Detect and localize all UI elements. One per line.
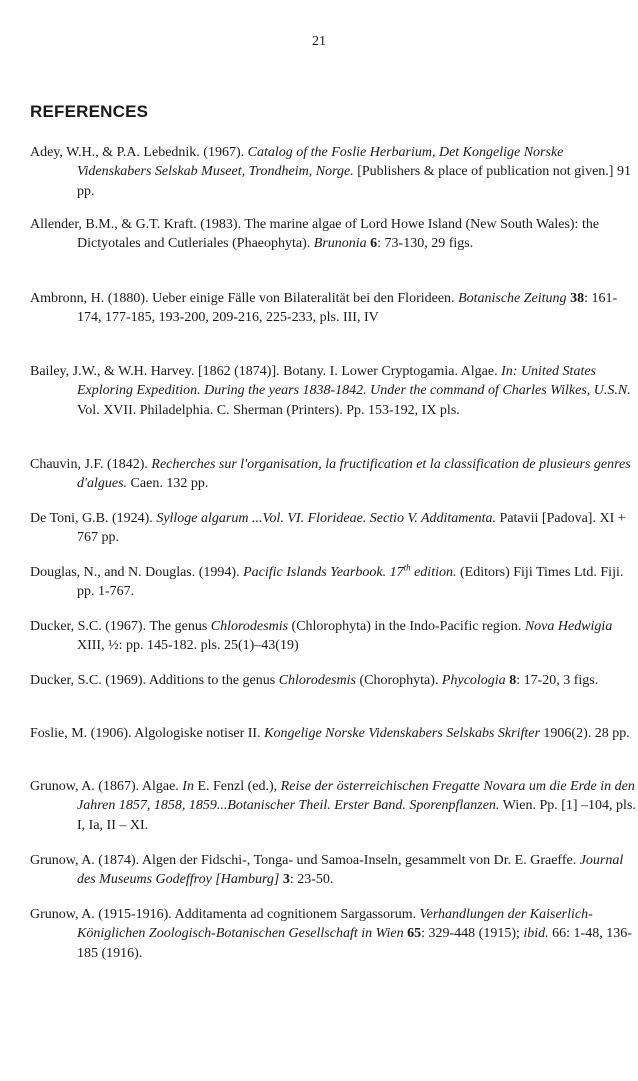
reference-entry (30, 215, 637, 254)
reference-text-run: : 23-50. (289, 872, 334, 888)
reference-text-run: In: United States Exploring Expedition. During the years 1838-1842. Under the command of Charles Wilkes, U.S.N. (77, 364, 631, 399)
reference-entry (30, 143, 637, 201)
reference-text-run: : 161-174, 177-185, 193-200, 209-216, 225-233, pls. III, IV (77, 291, 618, 326)
reference-text-run: Journal des Museums Godeffroy [Hamburg] (77, 853, 624, 888)
reference-entry (30, 362, 637, 420)
reference-text-run: : 329-448 (1915); (421, 926, 524, 942)
reference-text-run: 38 (570, 291, 585, 306)
reference-text-run: th (403, 562, 411, 573)
reference-text-run: Chauvin, J.F. (1842). (30, 457, 152, 472)
reference-text-run: Ambronn, H. (1880). Ueber einige Fälle von Bilateralität bei den Florideen. (30, 291, 459, 306)
reference-text-run: ibid. (523, 926, 549, 942)
reference-text-run: Ducker, S.C. (1967). The genus (30, 619, 211, 634)
reference-text-run: (Chlorophyta) in the Indo-Pacific region. (288, 619, 525, 634)
reference-entry (30, 777, 637, 835)
reference-entry (30, 455, 637, 494)
reference-text-run: Foslie, M. (1906). Algologiske notiser II. (30, 726, 265, 741)
reference-text-run: In (182, 779, 194, 794)
reference-entry (30, 851, 637, 890)
reference-text-run: 3 (282, 872, 290, 888)
reference-entry (30, 509, 637, 548)
reference-text-run: Botanische Zeitung (458, 291, 567, 306)
reference-text-run: (Editors) Fiji Times Ltd. Fiji. pp. 1-767. (77, 565, 624, 600)
reference-text-run: : 17-20, 3 figs. (516, 673, 599, 688)
reference-text-run: E. Fenzl (ed.), (193, 779, 281, 794)
reference-entry (30, 617, 637, 656)
reference-entry (30, 671, 637, 690)
reference-text-run: Brunonia (313, 236, 367, 252)
reference-text-run: Verhandlungen der Kaiserlich-Königlichen Zoologisch-Botanischen Gesellschaft in Wien (77, 907, 593, 942)
reference-text-run: De Toni, G.B. (1924). (30, 511, 157, 526)
reference-text-run: Vol. XVII. Philadelphia. C. Sherman (Printers). Pp. 153-192, IX pls. (77, 402, 460, 418)
reference-text-run: Kongelige Norske Videnskabers Selskabs Skrifter (264, 726, 540, 741)
reference-text-run: Grunow, A. (1867). Algae. (30, 779, 183, 794)
reference-text-run: XIII, ½: pp. 145-182. pls. 25(1)–43(19) (77, 638, 299, 654)
reference-text-run: Nova Hedwigia (524, 619, 613, 634)
reference-entry (30, 289, 637, 328)
reference-text-run: Patavii [Padova]. XI + 767 pp. (77, 511, 626, 546)
reference-text-run: Recherches sur l'organisation, la fructification et la classification de plusieurs genres d'algues. (77, 457, 631, 492)
reference-text-run: 66: 1-48, 136-185 (1916). (77, 926, 632, 961)
reference-text-run: [Publishers & place of publication not given.] 91 pp. (77, 164, 631, 199)
reference-text-run: Caen. 132 pp. (127, 476, 209, 492)
reference-text-run: Wien. Pp. [1] –104, pls. I, Ia, II – XI. (77, 798, 636, 833)
reference-text-run: Ducker, S.C. (1969). Additions to the genus (30, 673, 279, 688)
reference-entry (30, 724, 637, 743)
reference-entry (30, 563, 637, 602)
reference-text-run: Douglas, N., and N. Douglas. (1994). (30, 565, 244, 580)
reference-text-run: 1906(2). 28 pp. (539, 726, 630, 741)
reference-text-run: edition. (410, 565, 457, 580)
reference-text-run: (Chorophyta). (355, 673, 442, 688)
reference-text-run: Phycologia (441, 673, 506, 688)
reference-text-run: : 73-130, 29 figs. (377, 236, 474, 252)
reference-text-run: Bailey, J.W., & W.H. Harvey. [1862 (1874)]. Botany. I. Lower Cryptogamia. Algae. (30, 364, 502, 379)
reference-text-run: Grunow, A. (1874). Algen der Fidschi-, Tonga- und Samoa-Inseln, gesammelt von Dr. E. Graeffe. (30, 853, 580, 868)
reference-text-run: Sylloge algarum ...Vol. VI. Florideae. Sectio V. Additamenta. (156, 511, 497, 526)
reference-text-run: Adey, W.H., & P.A. Lebednik. (1967). (30, 145, 248, 160)
reference-text-run: Grunow, A. (1915-1916). Additamenta ad cognitionem Sargassorum. (30, 907, 420, 922)
reference-text-run: 6 (370, 236, 378, 252)
page-number: 21 (312, 34, 326, 49)
reference-text-run: 8 (509, 673, 517, 688)
references-heading: REFERENCES (30, 102, 149, 121)
reference-text-run: Chlorodesmis (278, 673, 356, 688)
reference-entry (30, 905, 637, 963)
reference-text-run: Reise der österreichischen Fregatte Novara um die Erde in den Jahren 1857, 1858, 1859...Botanischer Theil. Erster Band. Sporenpflanzen. (77, 779, 635, 814)
reference-text-run: Allender, B.M., & G.T. Kraft. (1983). The marine algae of Lord Howe Island (New South Wales): the Dictyotales and Cutleriales (Phaeophyta). (30, 217, 600, 252)
reference-text-run: Catalog of the Foslie Herbarium, Det Kongelige Norske Videnskabers Selskab Museet, Trondheim, Norge. (77, 145, 564, 180)
reference-text-run: 65 (407, 926, 422, 942)
reference-text-run: Pacific Islands Yearbook. 17 (243, 565, 404, 580)
reference-text-run: Chlorodesmis (210, 619, 289, 634)
